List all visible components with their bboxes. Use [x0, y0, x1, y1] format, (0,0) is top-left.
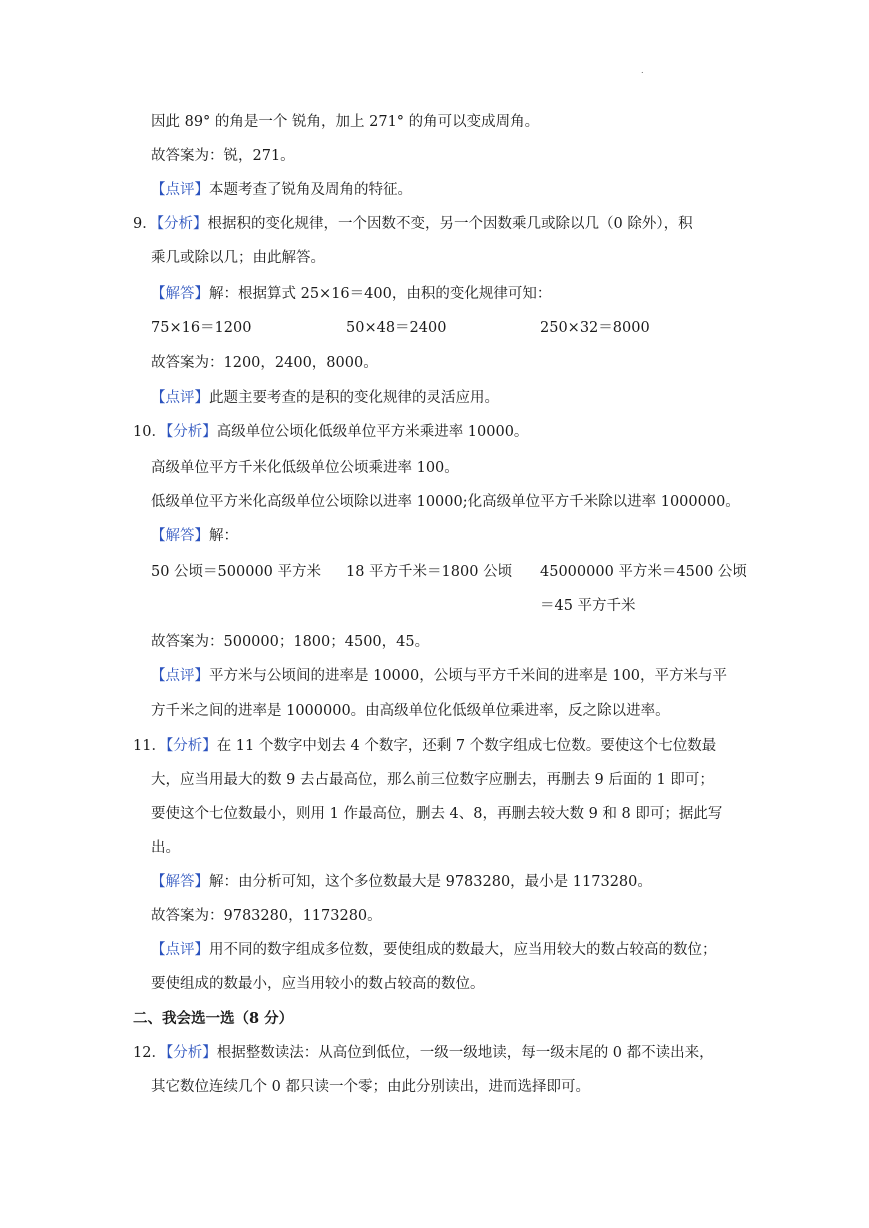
label-tag: 【分析】	[165, 1045, 217, 1061]
text-line	[133, 736, 716, 756]
label-tag: 【点评】	[151, 668, 209, 684]
label-tag: 【分析】	[165, 738, 217, 754]
text-line	[151, 318, 251, 338]
text-line	[151, 1077, 590, 1097]
text-segment: 故答案为：锐，271。	[151, 148, 295, 164]
label-tag: 【分析】	[165, 424, 217, 440]
text-segment: 其它数位连续几个 0 都只读一个零；由此分别读出，进而选择即可。	[151, 1079, 590, 1095]
text-segment: 方千米之间的进率是 1000000。由高级单位化低级单位乘进率，反之除以进率。	[151, 703, 670, 719]
text-segment: 乘几或除以几；由此解答。	[151, 250, 325, 266]
text-segment: 要使组成的数最小，应当用较小的数占较高的数位。	[151, 976, 485, 992]
text-line	[346, 562, 512, 582]
text-line	[540, 318, 650, 338]
text-segment: 出。	[151, 840, 180, 856]
text-line	[151, 632, 429, 652]
text-line	[151, 353, 378, 373]
text-line	[151, 770, 714, 790]
text-segment: 故答案为：500000；1800；4500，45。	[151, 634, 430, 650]
label-tag: 【解答】	[151, 286, 209, 302]
text-line	[151, 492, 740, 512]
label-tag: 【解答】	[151, 528, 209, 544]
text-segment: 故答案为：1200，2400，8000。	[151, 355, 378, 371]
text-line	[151, 838, 180, 858]
text-segment: 75×16＝1200	[151, 320, 252, 336]
text-line	[151, 526, 238, 546]
text-segment: 低级单位平方米化高级单位公顷除以进率 10000;化高级单位平方千米除以进率 1000000。	[151, 494, 740, 510]
label-tag: 【点评】	[151, 182, 209, 198]
text-line	[151, 284, 551, 304]
text-segment: 大，应当用最大的数 9 去占最高位，那么前三位数字应删去，再删去 9 后面的 1 即可；	[151, 772, 714, 788]
text-line	[540, 562, 747, 582]
text-line	[151, 458, 459, 478]
text-segment: 10．	[133, 424, 166, 440]
text-segment: 9．	[133, 216, 157, 232]
text-segment: 18 平方千米＝1800 公顷	[346, 564, 513, 580]
section-heading	[133, 1009, 293, 1029]
text-line	[151, 804, 722, 824]
text-segment: 在 11 个数字中划去 4 个数字，还剩 7 个数字组成七位数。要使这个七位数最	[216, 738, 717, 754]
text-segment: 250×32＝8000	[540, 320, 650, 336]
text-line	[151, 701, 670, 721]
text-line	[151, 906, 382, 926]
label-tag: 【点评】	[151, 390, 209, 406]
text-segment: 用不同的数字组成多位数，要使组成的数最大，应当用较大的数占较高的数位；	[209, 942, 717, 958]
text-segment: 50×48＝2400	[346, 320, 447, 336]
text-line	[151, 180, 412, 200]
text-line	[151, 940, 717, 960]
text-segment: 二、我会选一选（8 分）	[133, 1010, 294, 1027]
text-line	[151, 388, 499, 408]
text-segment: 高级单位公顷化低级单位平方米乘进率 10000。	[216, 424, 529, 440]
text-line	[151, 974, 485, 994]
text-segment: 45000000 平方米＝4500 公顷	[540, 564, 747, 580]
text-line	[133, 422, 528, 442]
text-segment: ＝45 平方千米	[540, 598, 636, 614]
text-line	[151, 146, 295, 166]
text-segment: 根据整数读法：从高位到低位，一级一级地读，每一级末尾的 0 都不读出来，	[216, 1045, 714, 1061]
text-segment: 解：由分析可知，这个多位数最大是 9783280，最小是 1173280。	[209, 874, 652, 890]
text-segment: 要使这个七位数最小，则用 1 作最高位，删去 4、8，再删去较大数 9 和 8 即可；据此写	[151, 806, 723, 822]
text-line	[151, 562, 321, 582]
text-line	[151, 248, 325, 268]
text-line	[540, 596, 636, 616]
text-segment: 12．	[133, 1045, 166, 1061]
header-mark: .	[641, 66, 644, 75]
text-segment: 根据积的变化规律，一个因数不变，另一个因数乘几或除以几（0 除外），积	[207, 216, 693, 232]
text-segment: 11．	[133, 738, 166, 754]
text-line	[133, 1043, 714, 1063]
label-tag: 【分析】	[156, 216, 208, 232]
text-segment: 50 公顷＝500000 平方米	[151, 564, 322, 580]
label-tag: 【点评】	[151, 942, 209, 958]
text-segment: 平方米与公顷间的进率是 10000，公顷与平方千米间的进率是 100，平方米与平	[209, 668, 728, 684]
text-line	[151, 666, 727, 686]
text-line	[133, 214, 693, 234]
text-segment: 解：根据算式 25×16＝400，由积的变化规律可知：	[209, 286, 552, 302]
text-segment: 故答案为：9783280，1173280。	[151, 908, 382, 924]
text-segment: 高级单位平方千米化低级单位公顷乘进率 100。	[151, 460, 459, 476]
text-line	[151, 872, 652, 892]
text-segment: 解：	[209, 528, 238, 544]
text-segment: 因此 89° 的角是一个 锐角，加上 271° 的角可以变成周角。	[151, 114, 540, 130]
text-segment: 此题主要考查的是积的变化规律的灵活应用。	[209, 390, 499, 406]
text-line	[151, 112, 539, 132]
text-line	[346, 318, 446, 338]
text-segment: 本题考查了锐角及周角的特征。	[209, 182, 412, 198]
label-tag: 【解答】	[151, 874, 209, 890]
